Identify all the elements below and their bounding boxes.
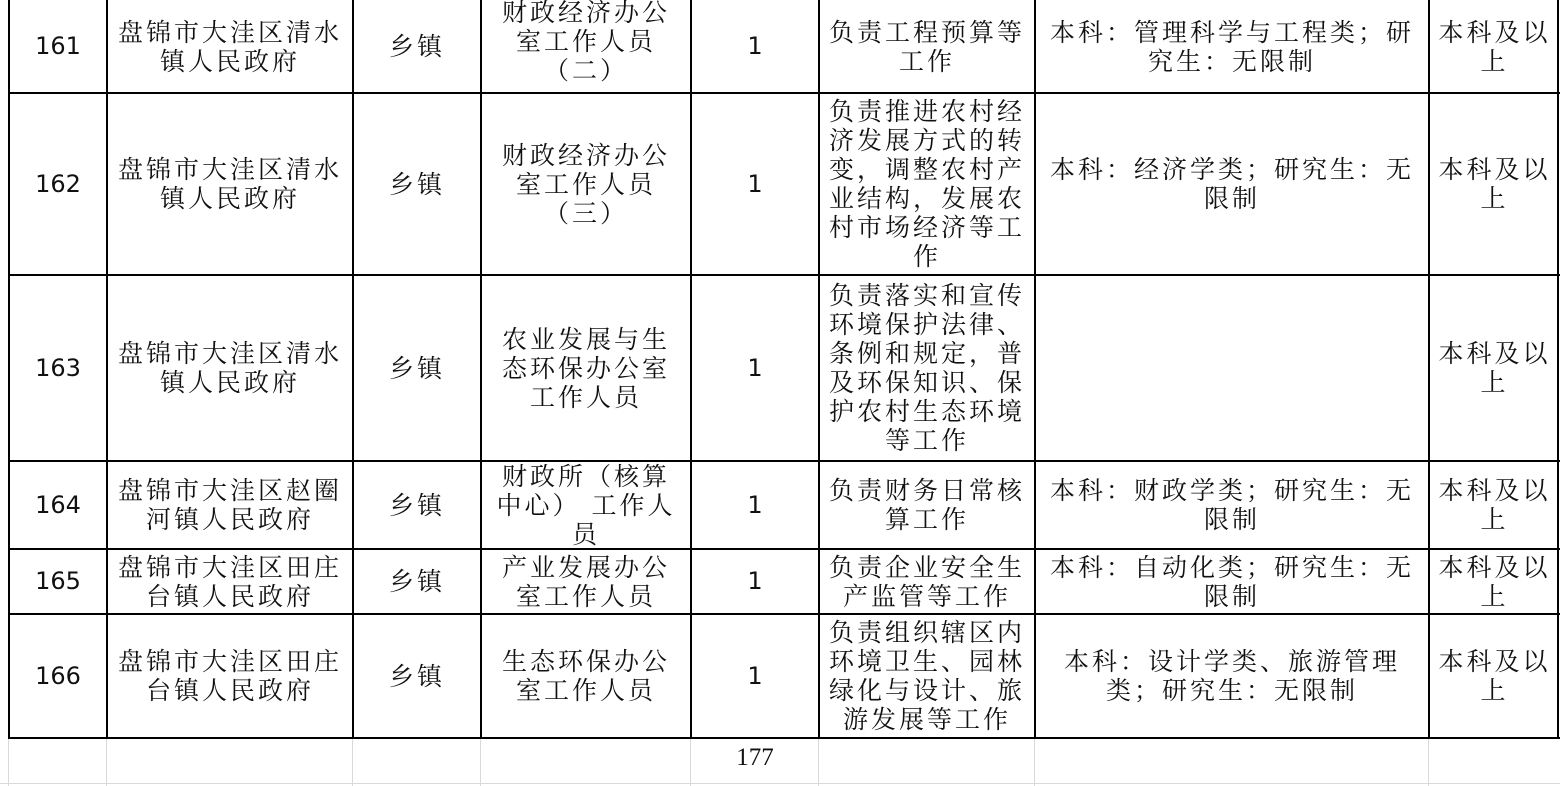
row-border [9, 548, 1560, 550]
table-cell-level[interactable]: 乡镇 [388, 353, 445, 383]
table-cell-duty[interactable]: 负责组织辖区内环境卫生、园林绿化与设计、旅游发展等工作 [828, 618, 1025, 734]
table-cell-no[interactable]: 162 [35, 169, 81, 198]
table-cell-unit[interactable]: 盘锦市大洼区清水镇人民政府 [117, 17, 342, 76]
table-cell-duty[interactable]: 负责财务日常核算工作 [828, 476, 1025, 534]
column-border [1034, 0, 1036, 739]
table-cell-major[interactable]: 本科：管理科学与工程类；研究生：无限制 [1049, 17, 1414, 76]
gridline [690, 739, 691, 786]
table-cell-no[interactable]: 165 [35, 567, 81, 595]
table-cell-education[interactable]: 本科及以上 [1438, 155, 1551, 213]
table-cell-count[interactable]: 1 [747, 567, 763, 595]
table-cell-position[interactable]: 产业发展办公室工作人员 [501, 552, 670, 611]
table-cell-count[interactable]: 1 [747, 661, 763, 690]
table-cell-position[interactable]: 生态环保办公室工作人员 [501, 647, 670, 705]
table-cell-unit[interactable]: 盘锦市大洼区田庄台镇人民政府 [117, 647, 342, 705]
table-cell-level[interactable]: 乡镇 [388, 490, 445, 520]
table-cell-major[interactable]: 本科：经济学类；研究生：无限制 [1049, 155, 1414, 213]
column-border [480, 0, 482, 739]
page-number: 177 [736, 744, 774, 771]
column-border [352, 0, 354, 739]
row-border [9, 274, 1560, 276]
table-cell-no[interactable]: 163 [35, 353, 81, 382]
row-border [9, 92, 1560, 94]
table-cell-major[interactable]: 本科：自动化类；研究生：无限制 [1049, 552, 1414, 611]
column-border [818, 0, 820, 739]
column-border [106, 0, 108, 739]
table-cell-unit[interactable]: 盘锦市大洼区田庄台镇人民政府 [117, 552, 342, 611]
table-cell-count[interactable]: 1 [747, 490, 763, 519]
table-cell-education[interactable]: 本科及以上 [1438, 476, 1551, 534]
table-cell-level[interactable]: 乡镇 [388, 169, 445, 199]
table-cell-position[interactable]: 财政经济办公室工作人员（二） [501, 0, 670, 85]
column-border [8, 0, 10, 739]
table-cell-count[interactable]: 1 [747, 353, 763, 382]
table-cell-unit[interactable]: 盘锦市大洼区清水镇人民政府 [117, 339, 342, 397]
row-border [9, 613, 1560, 615]
table-cell-position[interactable]: 财政所（核算中心） 工作人员 [496, 461, 676, 549]
column-border [1557, 0, 1559, 739]
table-cell-unit[interactable]: 盘锦市大洼区赵圈河镇人民政府 [117, 476, 342, 534]
gridline [1428, 739, 1429, 786]
gridline [352, 739, 353, 786]
table-cell-count[interactable]: 1 [747, 169, 763, 198]
table-cell-education[interactable]: 本科及以上 [1438, 552, 1551, 611]
column-border [1428, 0, 1430, 739]
table-cell-duty[interactable]: 负责落实和宣传环境保护法律、条例和规定，普及环保知识、保护农村生态环境等工作 [828, 281, 1025, 455]
table-cell-no[interactable]: 164 [35, 490, 81, 519]
gridline [818, 739, 819, 786]
table-cell-count[interactable]: 1 [747, 32, 763, 60]
gridline [8, 739, 9, 786]
table-cell-level[interactable]: 乡镇 [388, 661, 445, 691]
gridline [480, 739, 481, 786]
column-border [690, 0, 692, 739]
table-cell-unit[interactable]: 盘锦市大洼区清水镇人民政府 [117, 155, 342, 213]
table-cell-duty[interactable]: 负责企业安全生产监管等工作 [828, 552, 1025, 611]
gridline [1034, 739, 1035, 786]
table-cell-major[interactable]: 本科：财政学类；研究生：无限制 [1049, 476, 1414, 534]
table-cell-position[interactable]: 财政经济办公室工作人员（三） [501, 140, 670, 228]
table-cell-no[interactable]: 166 [35, 661, 81, 690]
table-cell-no[interactable]: 161 [35, 32, 81, 60]
table-cell-major[interactable] [1035, 275, 1429, 461]
table-cell-position[interactable]: 农业发展与生态环保办公室工作人员 [501, 324, 670, 412]
table-cell-level[interactable]: 乡镇 [388, 32, 445, 61]
row-border [9, 460, 1560, 462]
table-cell-education[interactable]: 本科及以上 [1438, 339, 1551, 397]
table-cell-level[interactable]: 乡镇 [388, 567, 445, 596]
table-cell-education[interactable]: 本科及以上 [1438, 17, 1551, 76]
table-cell-duty[interactable]: 负责推进农村经济发展方式的转变，调整农村产业结构，发展农村市场经济等工作 [828, 97, 1025, 271]
row-border [9, 737, 1560, 739]
gridline [106, 739, 107, 786]
table-cell-education[interactable]: 本科及以上 [1438, 647, 1551, 705]
table-cell-duty[interactable]: 负责工程预算等工作 [828, 17, 1025, 76]
table-cell-major[interactable]: 本科：设计学类、旅游管理类；研究生：无限制 [1063, 647, 1400, 705]
